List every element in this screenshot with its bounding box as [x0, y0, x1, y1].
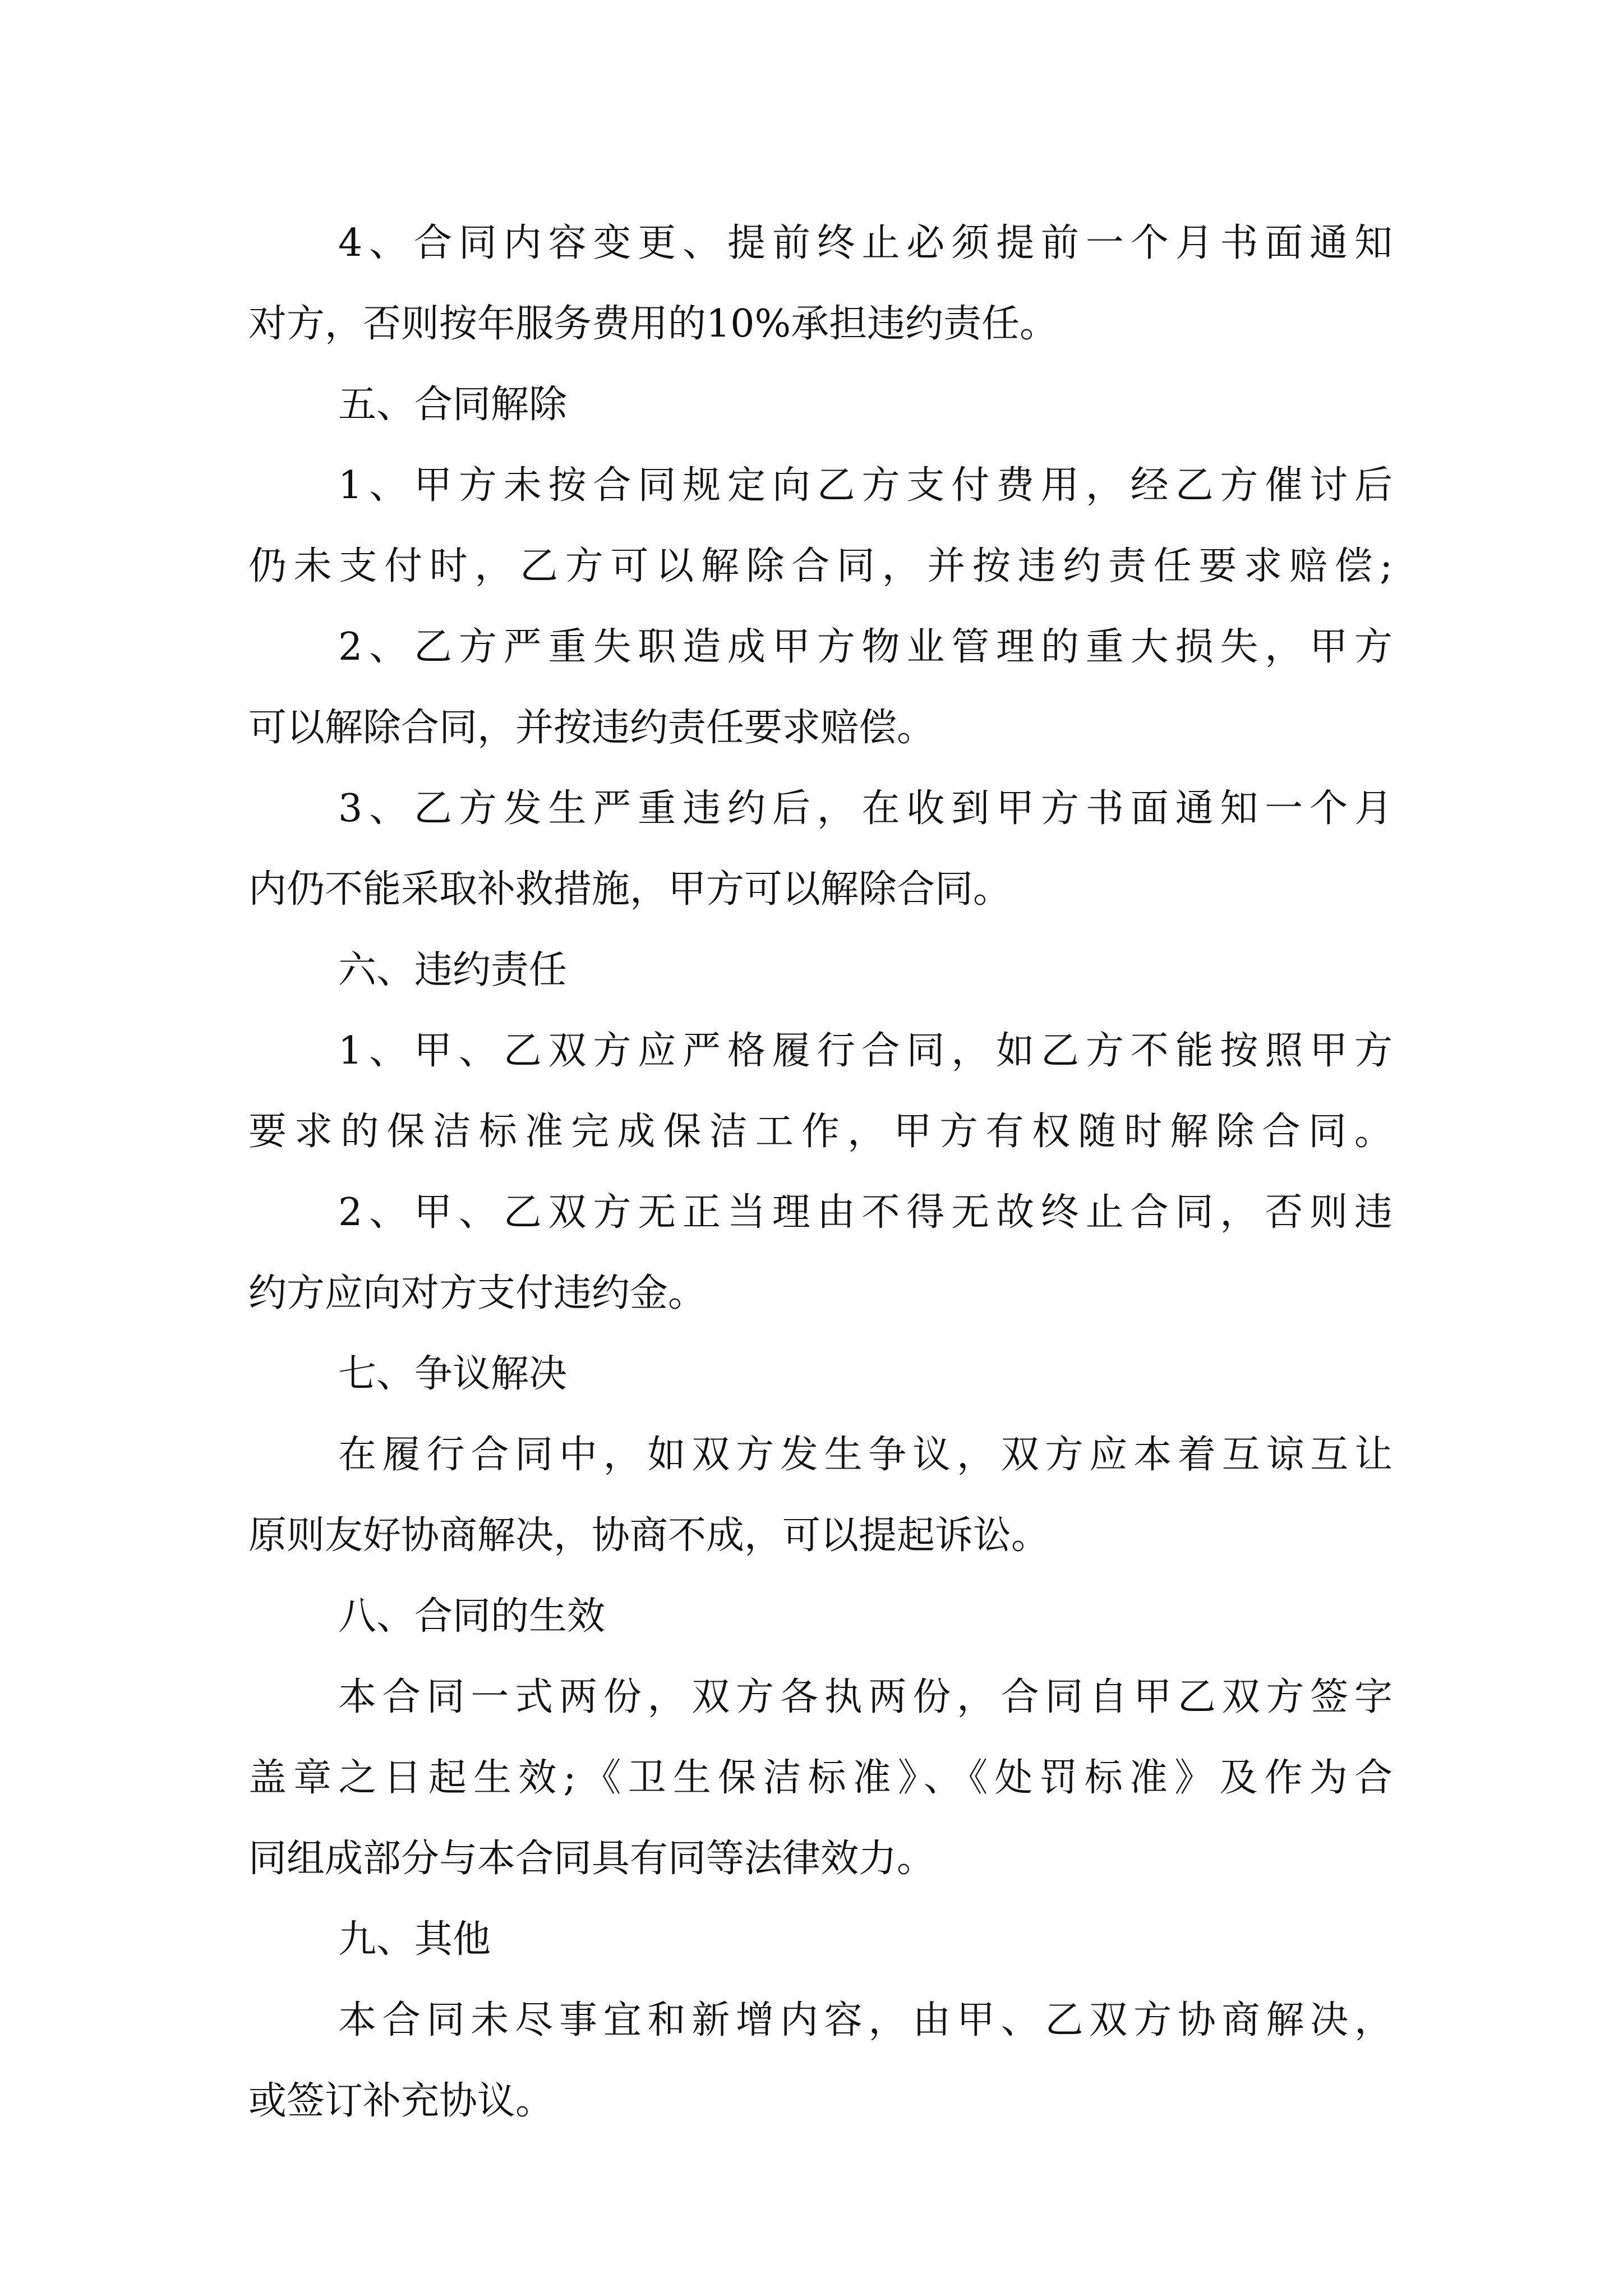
section-8-text-line-2: 盖章之日起生效;《卫生保洁标准》、《处罚标准》及作为合 [248, 1756, 1393, 1800]
section-6-clause-1-line-2: 要求的保洁标准完成保洁工作，甲方有权随时解除合同。 [248, 1110, 1393, 1154]
section-6-clause-2-line-2: 约方应向对方支付违约金。 [248, 1271, 707, 1315]
section-7-text-line-1: 在履行合同中，如双方发生争议，双方应本着互谅互让 [338, 1433, 1393, 1477]
clause-4-line-2: 对方，否则按年服务费用的10%承担违约责任。 [248, 302, 1058, 346]
section-6-clause-2-line-1: 2、甲、乙双方无正当理由不得无故终止合同，否则违 [338, 1190, 1393, 1235]
clause-4-line-1: 4、合同内容变更、提前终止必须提前一个月书面通知 [338, 221, 1393, 265]
section-7-heading: 七、争议解决 [338, 1352, 568, 1396]
section-5-clause-2-line-1: 2、乙方严重失职造成甲方物业管理的重大损失，甲方 [338, 625, 1393, 669]
section-5-clause-3-line-1: 3、乙方发生严重违约后，在收到甲方书面通知一个月 [338, 786, 1393, 831]
section-9-heading: 九、其他 [338, 1917, 491, 1962]
section-5-clause-1-line-1: 1、甲方未按合同规定向乙方支付费用，经乙方催讨后 [338, 463, 1393, 508]
section-6-clause-1-line-1: 1、甲、乙双方应严格履行合同，如乙方不能按照甲方 [338, 1029, 1393, 1073]
section-5-clause-2-line-2: 可以解除合同，并按违约责任要求赔偿。 [248, 706, 935, 750]
section-8-text-line-3: 同组成部分与本合同具有同等法律效力。 [248, 1837, 935, 1881]
section-5-heading: 五、合同解除 [338, 383, 568, 427]
section-5-clause-1-line-2: 仍未支付时，乙方可以解除合同，并按违约责任要求赔偿; [248, 544, 1393, 588]
section-8-text-line-1: 本合同一式两份，双方各执两份，合同自甲乙双方签字 [338, 1675, 1393, 1719]
section-6-heading: 六、违约责任 [338, 948, 568, 992]
section-5-clause-3-line-2: 内仍不能采取补救措施，甲方可以解除合同。 [248, 867, 1012, 912]
section-8-heading: 八、合同的生效 [338, 1594, 606, 1639]
section-9-text-line-2: 或签订补充协议。 [248, 2079, 554, 2123]
section-9-text-line-1: 本合同未尽事宜和新增内容，由甲、乙双方协商解决， [338, 1998, 1393, 2042]
section-7-text-line-2: 原则友好协商解决，协商不成，可以提起诉讼。 [248, 1513, 1050, 1558]
